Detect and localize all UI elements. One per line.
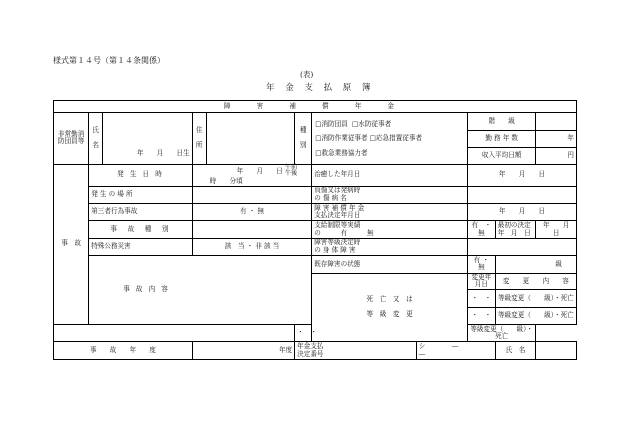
table-title: 障 害 補 償 年 金 xyxy=(54,101,577,113)
cure-date-field[interactable]: 年 月 日 xyxy=(468,164,577,186)
address-field[interactable] xyxy=(206,113,295,164)
grade-decision-label: 障害等級決定時 の 身 体 障 害 xyxy=(312,238,468,255)
decision-label: 障 害 補 償 年 金 支払決定年月日 xyxy=(312,204,468,221)
grade-decision-field[interactable] xyxy=(468,238,577,255)
existing-label: 既存障害の状態 xyxy=(312,256,468,273)
place-label: 発 生 の 場 所 xyxy=(89,186,193,203)
first-decision-label: 最初の決定 年 月 日 xyxy=(495,221,536,238)
accident-content-field[interactable]: 事 故 内 容 xyxy=(89,256,312,325)
income-label: 収入平均日額 xyxy=(468,148,536,164)
change-date-1[interactable]: ・ ・ xyxy=(468,290,496,307)
change-content-3[interactable]: 等級変更（ 級）・死亡 xyxy=(468,325,536,342)
change-date-3[interactable]: ・ ・ xyxy=(295,325,312,342)
first-decision-field[interactable]: 年 月 日 xyxy=(536,221,577,238)
restriction-label: 支給制限等実績 の 有 無 xyxy=(312,221,468,238)
type-label: 種 別 xyxy=(295,113,312,164)
change-date-2[interactable]: ・ ・ xyxy=(468,307,496,324)
income-field[interactable]: 円 xyxy=(536,148,577,164)
place-field[interactable] xyxy=(192,186,312,203)
years-field[interactable]: 年 xyxy=(536,130,577,147)
occurrence-date-field[interactable]: 年 月 日 午前 午後 時 分頃 xyxy=(192,164,312,186)
document-title: 年 金 支 払 原 簿 xyxy=(266,83,375,93)
payment-number-label: 年金支払 決定番号 xyxy=(295,342,417,360)
injury-field[interactable] xyxy=(468,186,577,203)
cure-date-label: 治癒した年月日 xyxy=(312,164,468,186)
fiscal-year-label: 事 故 年 度 xyxy=(54,342,193,360)
payment-number-field[interactable]: シ ― ― xyxy=(416,342,495,360)
occurrence-date-label: 発 生 日 時 xyxy=(89,164,193,186)
existing-field[interactable]: 有 ・ 無 xyxy=(468,256,496,273)
accident-section-label: 事 故 xyxy=(54,164,89,325)
checkbox-firefighter[interactable]: □消防団員 xyxy=(315,119,348,128)
third-party-label: 第三者行為事故 xyxy=(89,204,193,221)
category-label: 非常勤消防団員等 xyxy=(54,113,89,164)
type-options xyxy=(312,113,468,164)
sub-label: (表) xyxy=(300,70,314,79)
bottom-name-label: 氏 名 xyxy=(495,342,536,360)
checkbox-fire-work[interactable]: □消防作業従事者 xyxy=(315,134,368,143)
special-label: 特殊公務災害 xyxy=(89,238,193,255)
birth-date-field[interactable]: 年 月 日生 xyxy=(103,113,193,164)
change-content-2[interactable]: 等級変更（ 級）・死亡 xyxy=(495,307,576,324)
accident-content-cont xyxy=(54,325,295,342)
injury-label: 負傷又は発病時 の 傷 病 名 xyxy=(312,186,468,203)
form-number: 様式第１４号（第１４条関係） xyxy=(53,56,165,65)
third-party-field[interactable]: 有 ・ 無 xyxy=(192,204,312,221)
name-label: 氏 名 xyxy=(89,113,103,164)
rank-label: 階 級 xyxy=(468,113,536,130)
rank-field[interactable] xyxy=(536,113,577,130)
death-change-label: 死 亡 又 は 等 級 変 更 xyxy=(312,273,468,342)
checkbox-emergency-measure[interactable]: □応急措置従事者 xyxy=(369,134,423,143)
accident-type-label: 事 故 種 別 xyxy=(89,221,193,238)
change-content-header: 変 更 内 容 xyxy=(495,273,576,290)
years-label: 勤 務 年 数 xyxy=(468,130,536,147)
payment-register-table xyxy=(53,100,577,360)
address-label: 住 所 xyxy=(192,113,206,164)
bottom-name-field[interactable] xyxy=(536,342,577,360)
checkbox-flood-worker[interactable]: □水防従事者 xyxy=(352,119,392,128)
change-date-header: 変更年月日 xyxy=(468,273,496,290)
existing-grade-field[interactable]: 級 xyxy=(495,256,576,273)
fiscal-year-field[interactable]: 年度 xyxy=(192,342,294,360)
accident-type-field[interactable] xyxy=(192,221,312,238)
decision-date-field[interactable]: 年 月 日 xyxy=(468,204,577,221)
checkbox-ambulance-assist[interactable]: □救急業務協力者 xyxy=(315,148,368,157)
restriction-field[interactable]: 有 ・ 無 xyxy=(468,221,496,238)
change-content-1[interactable]: 等級変更（ 級）・死亡 xyxy=(495,290,576,307)
special-field[interactable]: 該 当 ・ 非 該 当 xyxy=(192,238,312,255)
